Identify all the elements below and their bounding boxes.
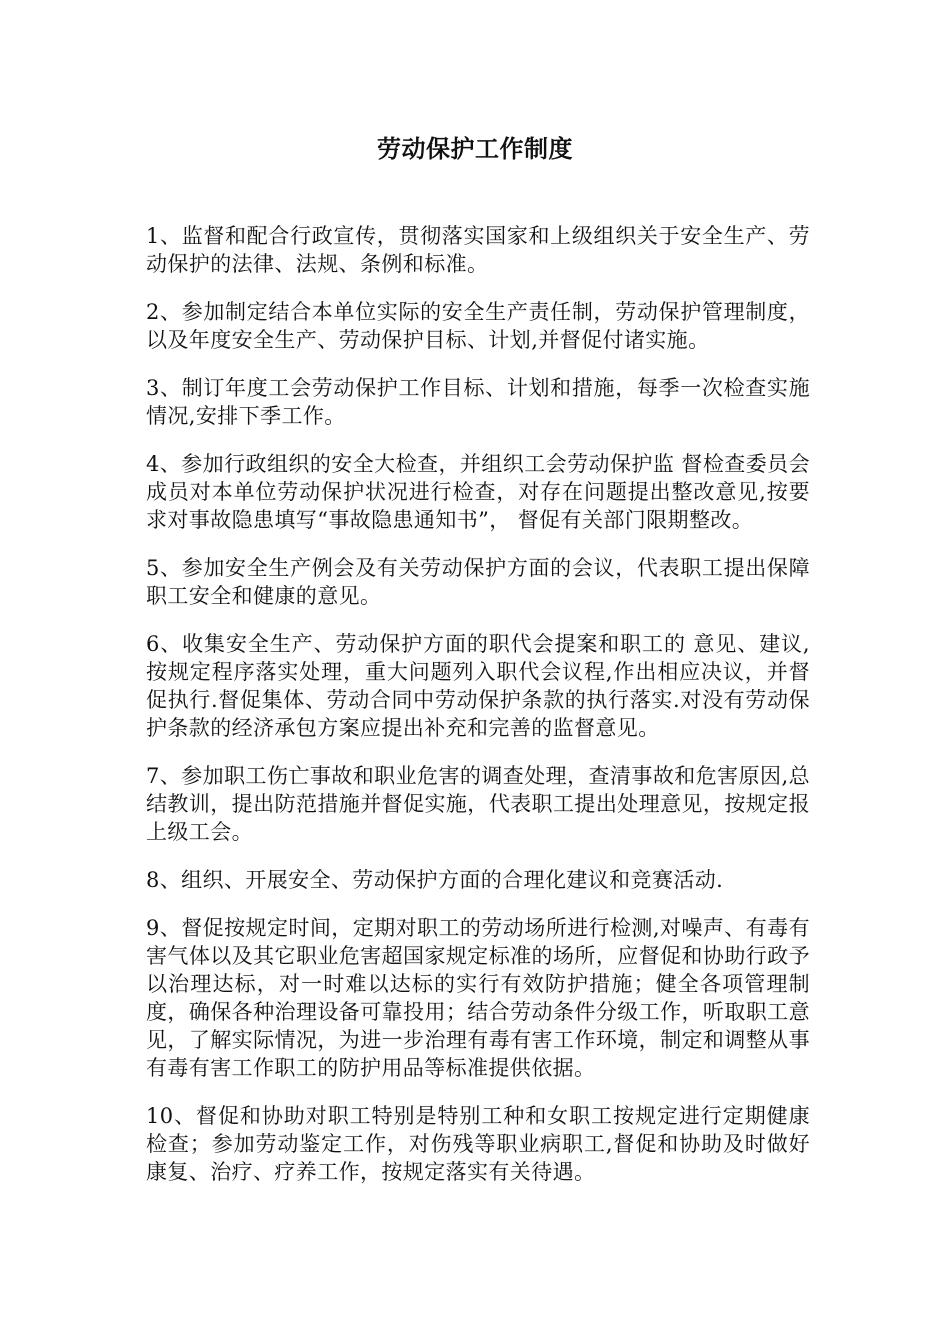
document-body <box>146 222 810 1206</box>
paragraph-9: 9、督促按规定时间，定期对职工的劳动场所进行检测,对噪声、有毒有害气体以及其它职业危害超国家规定标准的场所，应督促和协助行政予以治理达标，对一时难以达标的实行有效防护措施；健全各项管理制度，确保各种治理设备可靠投用；结合劳动条件分级工作，听取职工意见，了解实际情况，为进一步治理有毒有害工作环境，制定和调整从事有毒有害工作职工的防护用品等标准提供依据。 <box>146 916 810 1080</box>
paragraph-10: 10、督促和协助对职工特别是特别工种和女职工按规定进行定期健康检查；参加劳动鉴定工作，对伤残等职业病职工,督促和协助及时做好康复、治疗、疗养工作，按规定落实有关待遇。 <box>146 1104 810 1184</box>
paragraph-1: 1、监督和配合行政宣传，贯彻落实国家和上级组织关于安全生产、劳动保护的法律、法规、条例和标准。 <box>146 224 810 276</box>
paragraph-8: 8、组织、开展安全、劳动保护方面的合理化建议和竞赛活动. <box>146 868 724 892</box>
paragraph-6: 6、收集安全生产、劳动保护方面的职代会提案和职工的 意见、建议,按规定程序落实处理，重大问题列入职代会议程,作出相应决议，并督促执行.督促集体、劳动合同中劳动保护条款的执行落实.对没有劳动保护条款的经济承包方案应提出补充和完善的监督意见。 <box>146 632 810 740</box>
paragraph-3: 3、制订年度工会劳动保护工作目标、计划和措施，每季一次检查实施情况,安排下季工作。 <box>146 376 810 428</box>
paragraph-2: 2、参加制定结合本单位实际的安全生产责任制，劳动保护管理制度，以及年度安全生产、劳动保护目标、计划,并督促付诸实施。 <box>146 300 810 352</box>
paragraph-4: 4、参加行政组织的安全大检查，并组织工会劳动保护监 督检查委员会成员对本单位劳动保护状况进行检查，对存在问题提出整改意见,按要求对事故隐患填写“事故隐患通知书”， 督促有关部门限期整改。 <box>146 452 810 532</box>
document-title: 劳动保护工作制度 <box>377 135 573 163</box>
paragraph-5: 5、参加安全生产例会及有关劳动保护方面的会议，代表职工提出保障职工安全和健康的意见。 <box>146 556 810 608</box>
paragraph-7: 7、参加职工伤亡事故和职业危害的调查处理，查清事故和危害原因,总结教训，提出防范措施并督促实施，代表职工提出处理意见，按规定报上级工会。 <box>146 764 810 844</box>
